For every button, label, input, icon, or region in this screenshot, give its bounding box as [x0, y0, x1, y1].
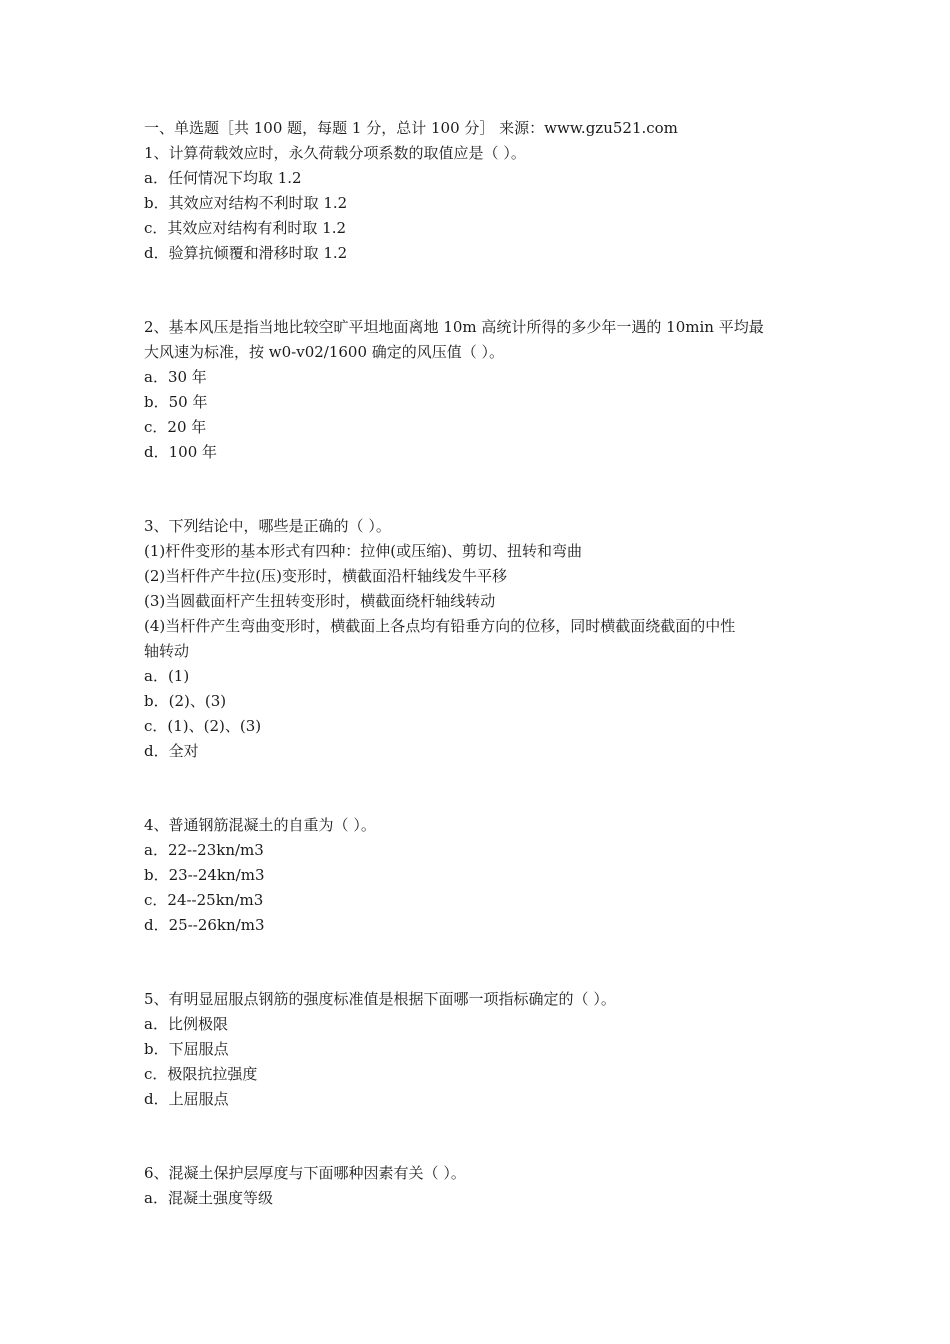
question-6: [144, 1161, 824, 1211]
option-b: b．(2)、(3): [144, 692, 227, 710]
statement-2: (2)当杆件产牛拉(压)变形时，横截面沿杆轴线发牛平移: [144, 567, 507, 585]
statement-4: (4)当杆件产生弯曲变形时，横截面上各点均有铅垂方向的位移，同时横截面绕截面的中性: [144, 617, 736, 635]
question-stem-continued: 大风速为标准，按 w0-v02/1600 确定的风压值（ ）。: [144, 343, 505, 361]
option-a: a．任何情况下均取 1.2: [144, 169, 302, 187]
spacer: [144, 764, 824, 813]
option-c: c．(1)、(2)、(3): [144, 717, 262, 735]
spacer: [144, 1112, 824, 1161]
option-a: a．比例极限: [144, 1015, 228, 1033]
option-b: b．其效应对结构不利时取 1.2: [144, 194, 348, 212]
question-2: [144, 315, 824, 465]
option-b: b．50 年: [144, 393, 208, 411]
question-4: [144, 813, 824, 938]
spacer: [144, 266, 824, 315]
option-a: a．(1): [144, 667, 190, 685]
option-a: a．22--23kn/m3: [144, 841, 264, 859]
option-d: d．100 年: [144, 443, 218, 461]
option-c: c．其效应对结构有利时取 1.2: [144, 219, 347, 237]
spacer: [144, 465, 824, 514]
question-stem: 2、基本风压是指当地比较空旷平坦地面离地 10m 高统计所得的多少年一遇的 10min 平均最: [144, 318, 764, 336]
option-d: d．上屈服点: [144, 1090, 229, 1108]
option-d: d．验算抗倾覆和滑移时取 1.2: [144, 244, 348, 262]
option-d: d．25--26kn/m3: [144, 916, 265, 934]
option-c: c．24--25kn/m3: [144, 891, 264, 909]
spacer: [144, 938, 824, 987]
question-stem: 3、下列结论中，哪些是正确的（ ）。: [144, 517, 391, 535]
option-b: b．23--24kn/m3: [144, 866, 265, 884]
question-stem: 5、有明显屈服点钢筋的强度标准值是根据下面哪一项指标确定的（ ）。: [144, 990, 616, 1008]
document-page: [144, 116, 824, 1211]
question-stem: 6、混凝土保护层厚度与下面哪种因素有关（ ）。: [144, 1164, 466, 1182]
option-d: d．全对: [144, 742, 199, 760]
statement-4-continued: 轴转动: [144, 642, 190, 660]
option-c: c．20 年: [144, 418, 207, 436]
question-5: [144, 987, 824, 1112]
question-1: [144, 141, 824, 266]
question-stem: 1、计算荷载效应时，永久荷载分项系数的取值应是（ ）。: [144, 144, 526, 162]
question-stem: 4、普通钢筋混凝土的自重为（ ）。: [144, 816, 376, 834]
statement-1: (1)杆件变形的基本形式有四种：拉伸(或压缩)、剪切、扭转和弯曲: [144, 542, 582, 560]
option-b: b．下屈服点: [144, 1040, 229, 1058]
option-c: c．极限抗拉强度: [144, 1065, 258, 1083]
question-3: [144, 514, 824, 764]
section-header: 一、单选题［共 100 题，每题 1 分，总计 100 分］ 来源：www.gzu521.com: [144, 119, 678, 137]
option-a: a．混凝土强度等级: [144, 1189, 273, 1207]
statement-3: (3)当圆截面杆产生扭转变形时，横截面绕杆轴线转动: [144, 592, 496, 610]
option-a: a．30 年: [144, 368, 207, 386]
